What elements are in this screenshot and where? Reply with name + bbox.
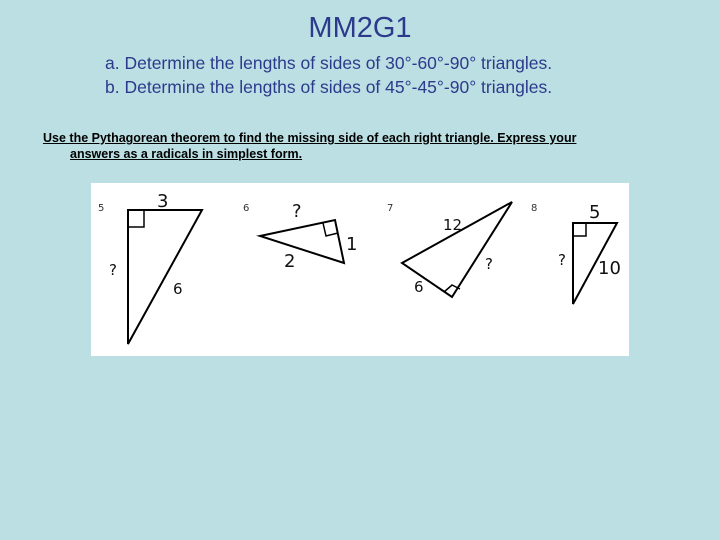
right-angle-marker: [573, 223, 586, 236]
objective-a: a. Determine the lengths of sides of 30°-60°-90° triangles.: [105, 53, 553, 73]
side-label: 10: [598, 258, 621, 279]
instructions-line-1: Use the Pythagorean theorem to find the missing side of each right triangle. Express your: [43, 131, 577, 145]
right-angle-marker: [444, 285, 460, 292]
problem-7: [387, 202, 512, 297]
problem-number: 6: [243, 203, 250, 214]
problem-number: 5: [98, 203, 105, 214]
triangle-figures-panel: [91, 183, 629, 356]
side-label: 6: [173, 280, 183, 298]
side-label: 3: [157, 191, 169, 212]
objective-b: b. Determine the lengths of sides of 45°-45°-90° triangles.: [105, 77, 553, 97]
side-label: ?: [109, 261, 117, 279]
instructions-line-2: answers as a radicals in simplest form.: [70, 147, 303, 161]
problem-8: [531, 202, 621, 304]
side-label: ?: [485, 255, 493, 273]
side-label: 5: [589, 202, 601, 223]
problem-5: [98, 191, 202, 344]
side-label: ?: [558, 251, 566, 269]
triangle-figures: [91, 183, 629, 356]
problem-number: 8: [531, 203, 538, 214]
side-label: 12: [443, 216, 463, 234]
side-label: 6: [414, 278, 424, 296]
problem-6: [243, 201, 357, 272]
instructions: [43, 130, 683, 162]
side-label: ?: [292, 201, 302, 222]
side-label: 2: [284, 251, 296, 272]
side-label: 1: [346, 234, 358, 255]
problem-number: 7: [387, 203, 394, 214]
right-triangle: [260, 220, 344, 263]
right-angle-marker: [128, 210, 144, 227]
right-triangle: [128, 210, 202, 344]
slide-title: MM2G1: [308, 12, 412, 44]
